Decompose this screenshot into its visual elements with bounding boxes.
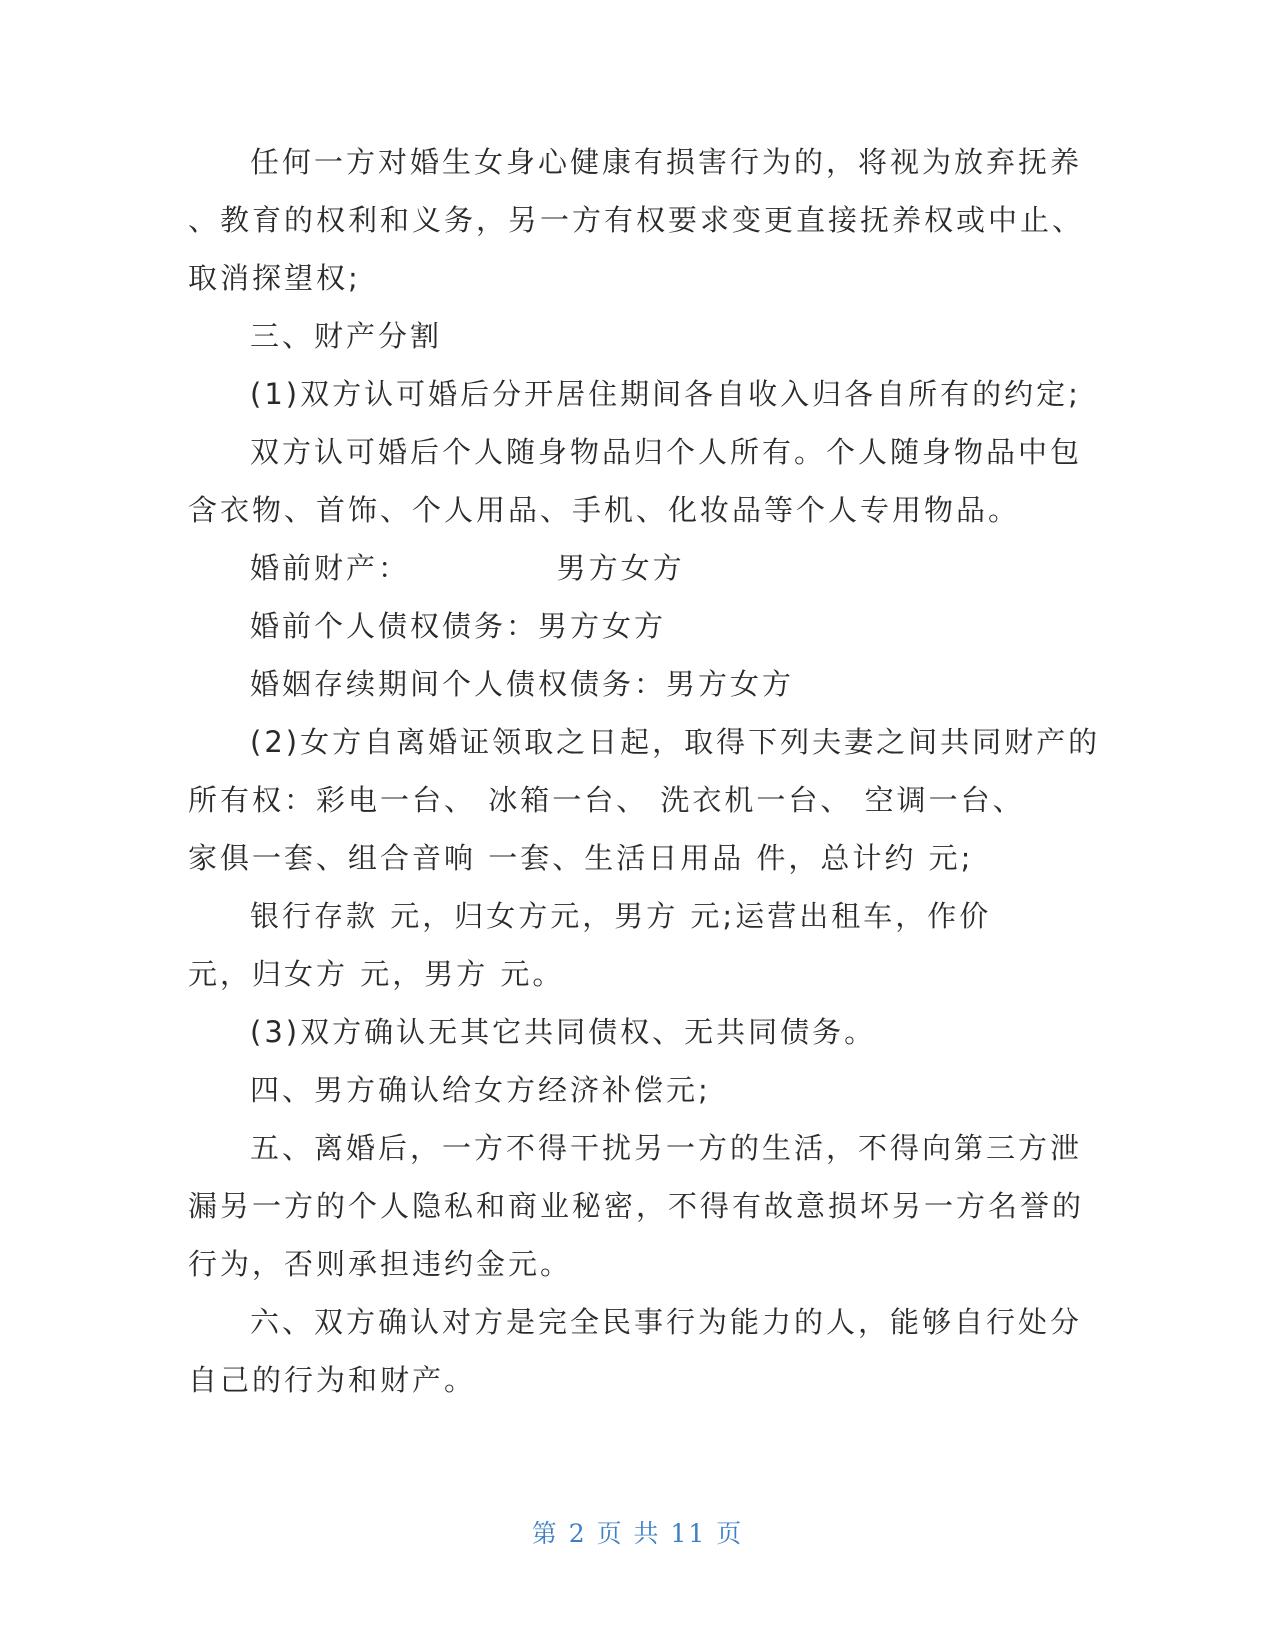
paragraph-line: 任何一方对婚生女身心健康有损害行为的，将视为放弃抚养 xyxy=(250,145,1083,179)
paragraph-line: 所有权：彩电一台、 冰箱一台、 洗衣机一台、 空调一台、 xyxy=(188,783,1025,817)
paragraph-line: 双方认可婚后个人随身物品归个人所有。个人随身物品中包 xyxy=(250,435,1083,469)
paragraph-line: 含衣物、首饰、个人用品、手机、化妆品等个人专用物品。 xyxy=(188,493,1021,527)
paragraph-line: (3)双方确认无其它共同债权、无共同债务。 xyxy=(250,1015,877,1049)
section-heading: 四、男方确认给女方经济补偿元; xyxy=(250,1073,711,1107)
paragraph-line: 取消探望权; xyxy=(188,261,361,295)
paragraph-line: 自己的行为和财产。 xyxy=(188,1363,477,1397)
paragraph-line: 漏另一方的个人隐私和商业秘密，不得有故意损坏另一方名誉的 xyxy=(188,1189,1085,1223)
section-heading: 五、离婚后，一方不得干扰另一方的生活，不得向第三方泄 xyxy=(250,1131,1083,1165)
paragraph-line: 行为，否则承担违约金元。 xyxy=(188,1247,573,1281)
paragraph-line: 婚前财产： 男方女方 xyxy=(250,551,685,585)
section-heading: 六、双方确认对方是完全民事行为能力的人，能够自行处分 xyxy=(250,1305,1083,1339)
paragraph-line: (2)女方自离婚证领取之日起，取得下列夫妻之间共同财产的 xyxy=(250,725,1101,759)
paragraph-line: 元，归女方 元，男方 元。 xyxy=(188,957,565,991)
paragraph-line: (1)双方认可婚后分开居住期间各自收入归各自所有的约定; xyxy=(250,377,1081,411)
paragraph-line: 婚前个人债权债务：男方女方 xyxy=(250,609,667,643)
section-heading: 三、财产分割 xyxy=(250,319,443,353)
paragraph-line: 、教育的权利和义务，另一方有权要求变更直接抚养权或中止、 xyxy=(188,203,1085,237)
paragraph-line: 银行存款 元，归女方元，男方 元;运营出租车，作价 xyxy=(250,899,992,933)
page-number-footer: 第 2 页 共 11 页 xyxy=(531,1519,744,1548)
paragraph-line: 家俱一套、组合音响 一套、生活日用品 件，总计约 元; xyxy=(188,841,974,875)
paragraph-line: 婚姻存续期间个人债权债务：男方女方 xyxy=(250,667,795,701)
